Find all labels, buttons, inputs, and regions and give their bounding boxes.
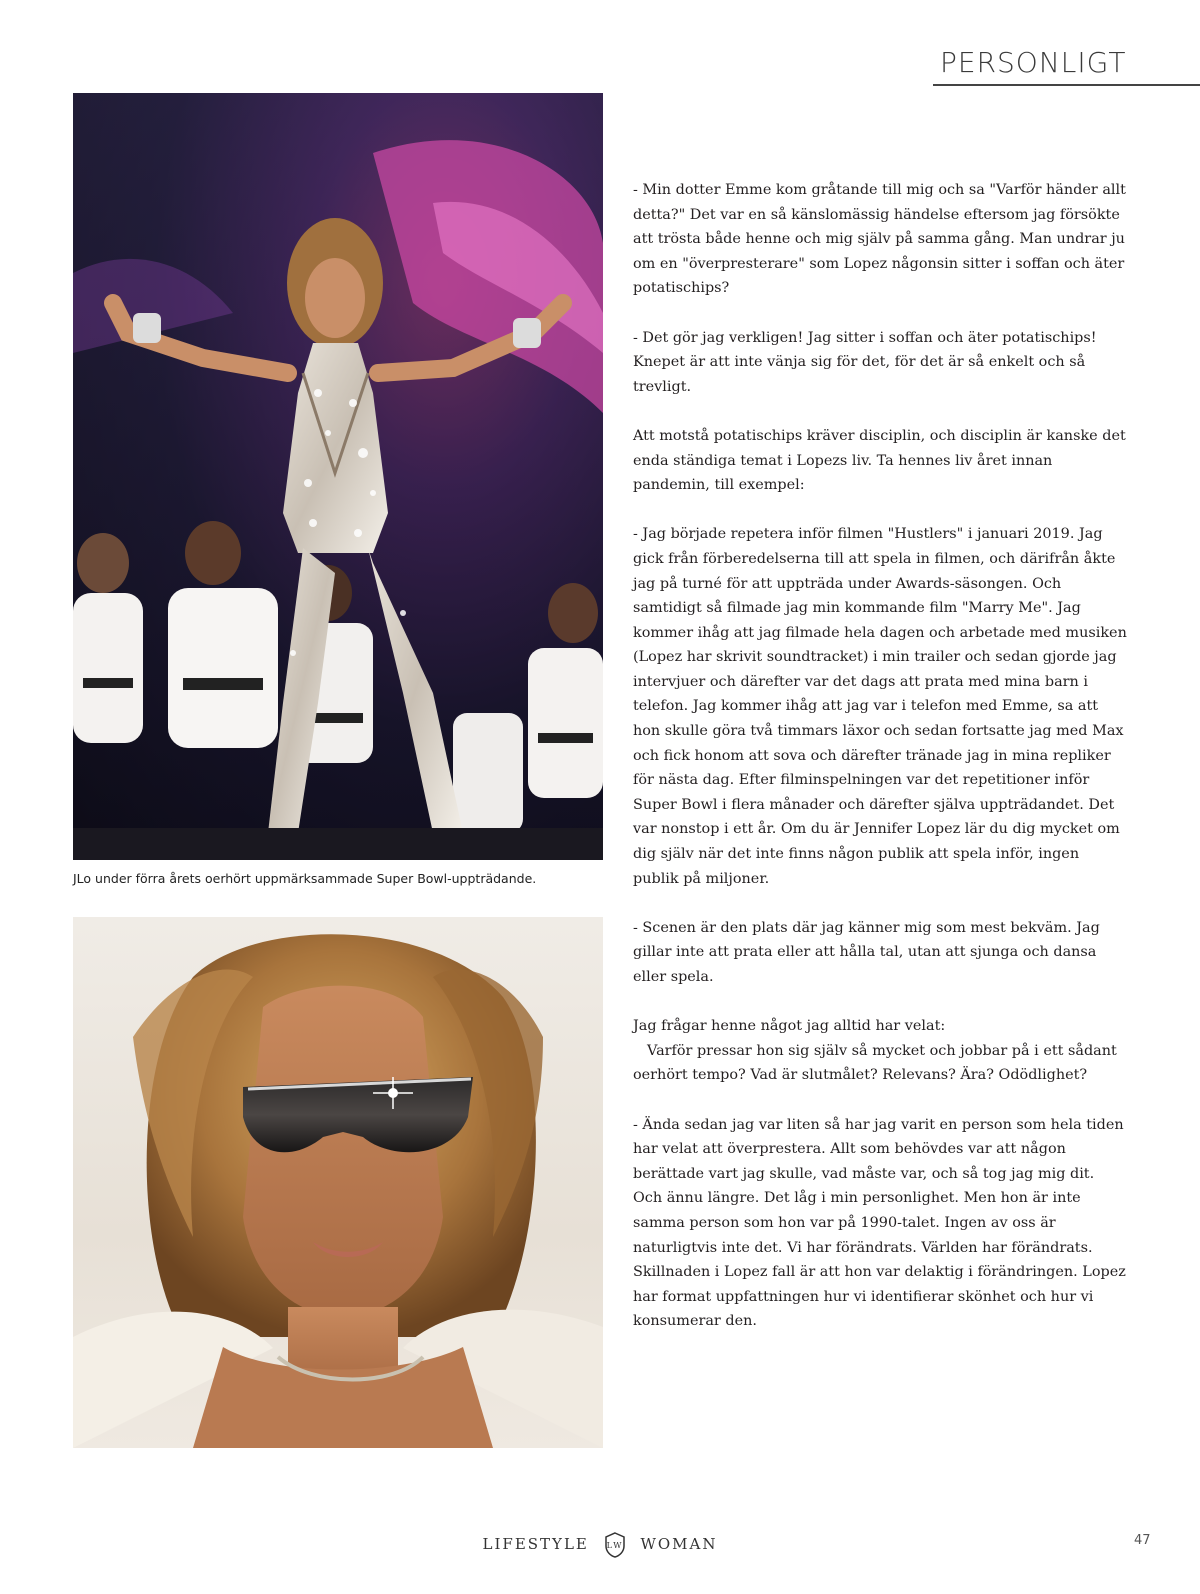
article-body	[633, 178, 1127, 1359]
portrait-illustration	[73, 917, 603, 1448]
page-number: 47	[1134, 1533, 1151, 1548]
article-paragraph: - Scenen är den plats där jag känner mig som mest bekväm. Jag gillar inte att prata eller att hålla tal, utan att sjunga och dansa eller spela.	[633, 919, 1100, 985]
logo-text-right: WOMAN	[640, 1535, 718, 1553]
section-header: PERSONLIGT	[940, 46, 1127, 79]
logo-text-left: LIFESTYLE	[482, 1535, 589, 1553]
section-header-rule	[933, 84, 1200, 86]
article-paragraph: - Ända sedan jag var liten så har jag varit en person som hela tiden har velat att överprestera. Allt som behövdes var att någon berättade vart jag skulle, vad måste var, och så tog jag mig dit. Och ännu längre. Det låg i min personlighet. Men hon är inte samma person som hon var på 1990-talet. Ingen av oss är naturligtvis inte det. Vi har förändrats. Världen har förändrats. Skillnaden i Lopez fall är att hon var delaktig i förändringen. Lopez har format uppfattningen hur vi identifierar skönhet och hur vi konsumerar den.	[633, 1116, 1126, 1330]
article-paragraph: Varför pressar hon sig själv så mycket och jobbar på i ett sådant oerhört tempo? Vad är slutmålet? Relevans? Ära? Odödlighet?	[633, 1042, 1117, 1084]
crest-icon	[604, 1532, 626, 1558]
super-bowl-illustration	[73, 93, 603, 860]
portrait-photo	[73, 917, 603, 1448]
article-paragraph: Jag frågar henne något jag alltid har velat:	[633, 1018, 946, 1035]
super-bowl-photo	[73, 93, 603, 860]
article-paragraph: Att motstå potatischips kräver disciplin, och disciplin är kanske det enda ständiga temat i Lopezs liv. Ta hennes liv året innan pandemin, till exempel:	[633, 427, 1126, 494]
article-paragraph: - Jag började repetera inför filmen "Hustlers" i januari 2019. Jag gick från förberedelserna till att spela in filmen, och därifrån åkte jag på turné för att uppträda under Awards-säsongen. Och samtidigt så filmade jag min kommande film "Marry Me". Jag kommer ihåg att jag filmade hela dagen och arbetade med musiken (Lopez har skrivit soundtracket) i min trailer och sedan gjorde jag intervjuer och därefter var det dags att prata med mina barn i telefon. Jag kommer ihåg att jag var i telefon med Emme, sa att hon skulle göra två timmars läxor och sedan fortsatte jag med Max och fick honom att sova och därefter tränade jag in mina repliker för nästa dag. Efter filminspelningen var det repetitioner inför Super Bowl i flera månader och därefter själva uppträdandet. Det var nonstop i ett år. Om du är Jennifer Lopez lär du dig mycket om dig själv när det inte finns någon publik att spela inför, ingen publik på miljoner.	[633, 526, 1127, 887]
crest-letters: LW	[606, 1541, 624, 1550]
article-paragraph: - Min dotter Emme kom gråtande till mig och sa "Varför händer allt detta?" Det var en så känslomässig händelse eftersom jag försökte att trösta både henne och mig själv på samma gång. Man undrar ju om en "överpresterare" som Lopez någonsin sitter i soffan och äter potatischips?	[633, 182, 1126, 297]
magazine-logo	[0, 1532, 1200, 1558]
article-paragraph: - Det gör jag verkligen! Jag sitter i soffan och äter potatischips! Knepet är att inte vänja sig för det, för det är så enkelt och så trevligt.	[633, 329, 1097, 395]
photo-caption: JLo under förra årets oerhört uppmärksammade Super Bowl-uppträdande.	[73, 871, 537, 886]
